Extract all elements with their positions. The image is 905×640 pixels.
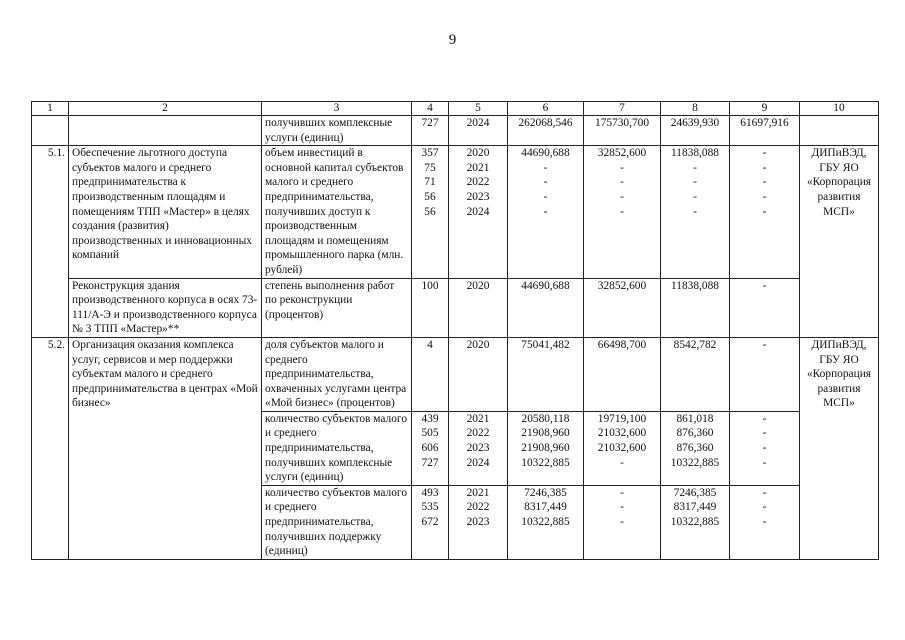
year-cell-line: 2021: [466, 412, 490, 425]
amount-total-line: 10322,885: [521, 516, 570, 529]
indicator-value-line: 606: [421, 442, 439, 455]
amount-regional-line: 11838,088: [671, 147, 719, 160]
indicator-value: 727: [412, 116, 449, 146]
indicator-value-line: 672: [421, 516, 439, 529]
year-cell: [449, 337, 508, 411]
year-cell: 2024: [449, 116, 508, 146]
amount-regional-line: -: [693, 161, 697, 174]
executor-cell: [800, 116, 879, 146]
year-cell-line: 2021: [466, 161, 490, 174]
amount-regional-line: -: [693, 176, 697, 189]
amount-other-line: -: [762, 190, 767, 203]
amount-regional: [661, 337, 730, 411]
amount-total: 262068,546: [508, 116, 584, 146]
amount-total-line: 21908,960: [521, 427, 570, 440]
year-cell: 2020: [449, 278, 508, 337]
indicator-value-line: 439: [421, 412, 439, 425]
amount-other: [730, 337, 800, 411]
amount-federal: [584, 485, 661, 559]
table-row: [32, 146, 879, 278]
amount-total-line: -: [543, 176, 548, 189]
amount-other-line: -: [762, 338, 767, 351]
amount-federal-line: -: [620, 190, 624, 203]
amount-other: 61697,916: [730, 116, 800, 146]
amount-total-line: -: [543, 161, 548, 174]
amount-federal-line: -: [620, 205, 624, 218]
header-cell: 9: [730, 102, 800, 116]
year-cell-line: 2021: [466, 486, 490, 499]
indicator-value-line: 71: [424, 176, 436, 189]
amount-federal: [584, 411, 661, 485]
indicator-value-line: 75: [424, 161, 436, 174]
indicator-value: [412, 146, 449, 278]
year-cell: [449, 146, 508, 278]
amount-total-line: 20580,118: [521, 412, 570, 425]
item-number: [32, 116, 69, 146]
amount-federal: 32852,600: [584, 278, 661, 337]
amount-other-line: -: [762, 486, 767, 499]
amount-total-line: 21908,960: [521, 442, 570, 455]
indicator-cell: количество субъектов малого и среднего предпринимательства, получивших поддержку (единиц): [262, 485, 412, 559]
amount-federal-line: -: [620, 486, 624, 499]
indicator-cell: степень выполнения работ по реконструкции (процентов): [262, 278, 412, 337]
year-cell-line: 2023: [466, 190, 490, 203]
indicator-value-line: 56: [424, 205, 436, 218]
header-cell: 7: [584, 102, 661, 116]
program-table: [31, 101, 879, 560]
indicator-value-line: 56: [424, 190, 436, 203]
amount-other-line: -: [762, 147, 767, 160]
header-cell: 6: [508, 102, 584, 116]
amount-other: [730, 485, 800, 559]
amount-other-line: -: [762, 501, 767, 514]
amount-federal-line: -: [620, 501, 624, 514]
amount-other-line: -: [762, 442, 767, 455]
header-cell: 5: [449, 102, 508, 116]
indicator-cell: получивших комплексные услуги (единиц): [262, 116, 412, 146]
amount-federal-line: 19719,100: [597, 412, 647, 425]
activity-cell: Реконструкция здания производственного корпуса в осях 73-111/А-Э и производственного корпуса № 3 ТПП «Мастер»**: [69, 278, 262, 337]
amount-regional-line: 10322,885: [670, 516, 720, 529]
indicator-cell: доля субъектов малого и среднего предпринимательства, охваченных услугами центра «Мой бизнес» (процентов): [262, 337, 412, 411]
amount-total-line: 75041,482: [521, 338, 570, 351]
header-cell: 10: [800, 102, 879, 116]
amount-federal: [584, 146, 661, 278]
amount-other-line: -: [762, 176, 767, 189]
indicator-value-line: 493: [421, 486, 439, 499]
year-cell-line: 2023: [466, 516, 490, 529]
indicator-value: [412, 411, 449, 485]
amount-federal-line: 21032,600: [597, 427, 647, 440]
amount-federal: [584, 337, 661, 411]
amount-regional: 11838,088: [661, 278, 730, 337]
amount-regional: [661, 411, 730, 485]
amount-regional: [661, 485, 730, 559]
page-number: 9: [448, 32, 457, 48]
year-cell-line: 2022: [466, 427, 490, 440]
amount-total: [508, 146, 584, 278]
header-cell: 1: [32, 102, 69, 116]
amount-total-line: -: [543, 190, 548, 203]
amount-federal-line: -: [620, 176, 624, 189]
amount-regional: 24639,930: [661, 116, 730, 146]
amount-total-line: 10322,885: [521, 456, 570, 469]
indicator-cell: объем инвестиций в основной капитал субъектов малого и среднего предпринимательства, получивших доступ к производственным площадям и помещениям промышленного парка (млн. рублей): [262, 146, 412, 278]
amount-total: 44690,688: [508, 278, 584, 337]
executor-cell: ДИПиВЭД, ГБУ ЯО «Корпорация развития МСП»: [800, 337, 879, 559]
year-cell-line: 2024: [466, 456, 490, 469]
amount-other: [730, 411, 800, 485]
amount-federal-line: 32852,600: [597, 147, 647, 160]
amount-total: [508, 411, 584, 485]
year-cell: [449, 411, 508, 485]
table-row: [32, 116, 879, 146]
year-cell-line: 2020: [466, 147, 490, 160]
amount-other-line: -: [762, 427, 767, 440]
amount-regional-line: 8317,449: [673, 501, 717, 514]
indicator-cell: количество субъектов малого и среднего предпринимательства, получивших комплексные услуги (единиц): [262, 411, 412, 485]
amount-regional-line: 876,360: [676, 427, 714, 440]
amount-federal-line: 66498,700: [597, 338, 647, 351]
header-cell: 8: [661, 102, 730, 116]
table-row: [32, 337, 879, 411]
year-cell-line: 2020: [466, 338, 490, 351]
amount-regional-line: 7246,385: [673, 486, 717, 499]
amount-other: [730, 146, 800, 278]
item-number: 5.1.: [32, 146, 69, 338]
activity-cell: Обеспечение льготного доступа субъектов малого и среднего предпринимательства к производственным площадям и помещениям ТПП «Мастер» в целях создания (развития) производственных и инновационных компаний: [69, 146, 262, 278]
year-cell-line: 2022: [466, 176, 490, 189]
amount-regional-line: 10322,885: [670, 456, 720, 469]
amount-regional-line: 8542,782: [673, 338, 717, 351]
executor-cell: ДИПиВЭД, ГБУ ЯО «Корпорация развития МСП»: [800, 146, 879, 338]
amount-federal-line: -: [620, 456, 624, 469]
indicator-value: 100: [412, 278, 449, 337]
item-number: 5.2.: [32, 337, 69, 559]
amount-other-line: -: [762, 516, 767, 529]
year-cell-line: 2023: [466, 442, 490, 455]
indicator-value: [412, 485, 449, 559]
activity-cell: [69, 116, 262, 146]
header-cell: 3: [262, 102, 412, 116]
amount-other-line: -: [762, 412, 767, 425]
amount-other: -: [730, 278, 800, 337]
amount-federal-line: -: [620, 516, 624, 529]
indicator-value-line: 357: [421, 147, 439, 160]
table-row: [32, 278, 879, 337]
amount-total-line: 8317,449: [524, 501, 567, 514]
amount-regional-line: 876,360: [676, 442, 714, 455]
amount-regional-line: -: [693, 190, 697, 203]
amount-other-line: -: [762, 456, 767, 469]
amount-total-line: 7246,385: [524, 486, 567, 499]
indicator-value-line: 505: [421, 427, 439, 440]
amount-total: [508, 485, 584, 559]
indicator-value-line: 4: [427, 338, 433, 351]
amount-federal-line: 21032,600: [597, 442, 647, 455]
indicator-value-line: 535: [421, 501, 439, 514]
amount-other-line: -: [762, 161, 767, 174]
activity-cell: Организация оказания комплекса услуг, сервисов и мер поддержки субъектам малого и среднего предпринимательства в центрах «Мой бизнес»: [69, 337, 262, 559]
amount-total-line: 44690,688: [521, 147, 570, 160]
year-cell-line: 2022: [466, 501, 490, 514]
amount-regional-line: -: [693, 205, 697, 218]
amount-regional: [661, 146, 730, 278]
year-cell-line: 2024: [466, 205, 490, 218]
header-cell: 4: [412, 102, 449, 116]
amount-total-line: -: [543, 205, 548, 218]
indicator-value-line: 727: [421, 456, 439, 469]
header-cell: 2: [69, 102, 262, 116]
amount-regional-line: 861,018: [676, 412, 714, 425]
year-cell: [449, 485, 508, 559]
header-row: [32, 102, 879, 116]
indicator-value: [412, 337, 449, 411]
amount-other-line: -: [762, 205, 767, 218]
amount-total: [508, 337, 584, 411]
amount-federal-line: -: [620, 161, 624, 174]
amount-federal: 175730,700: [584, 116, 661, 146]
